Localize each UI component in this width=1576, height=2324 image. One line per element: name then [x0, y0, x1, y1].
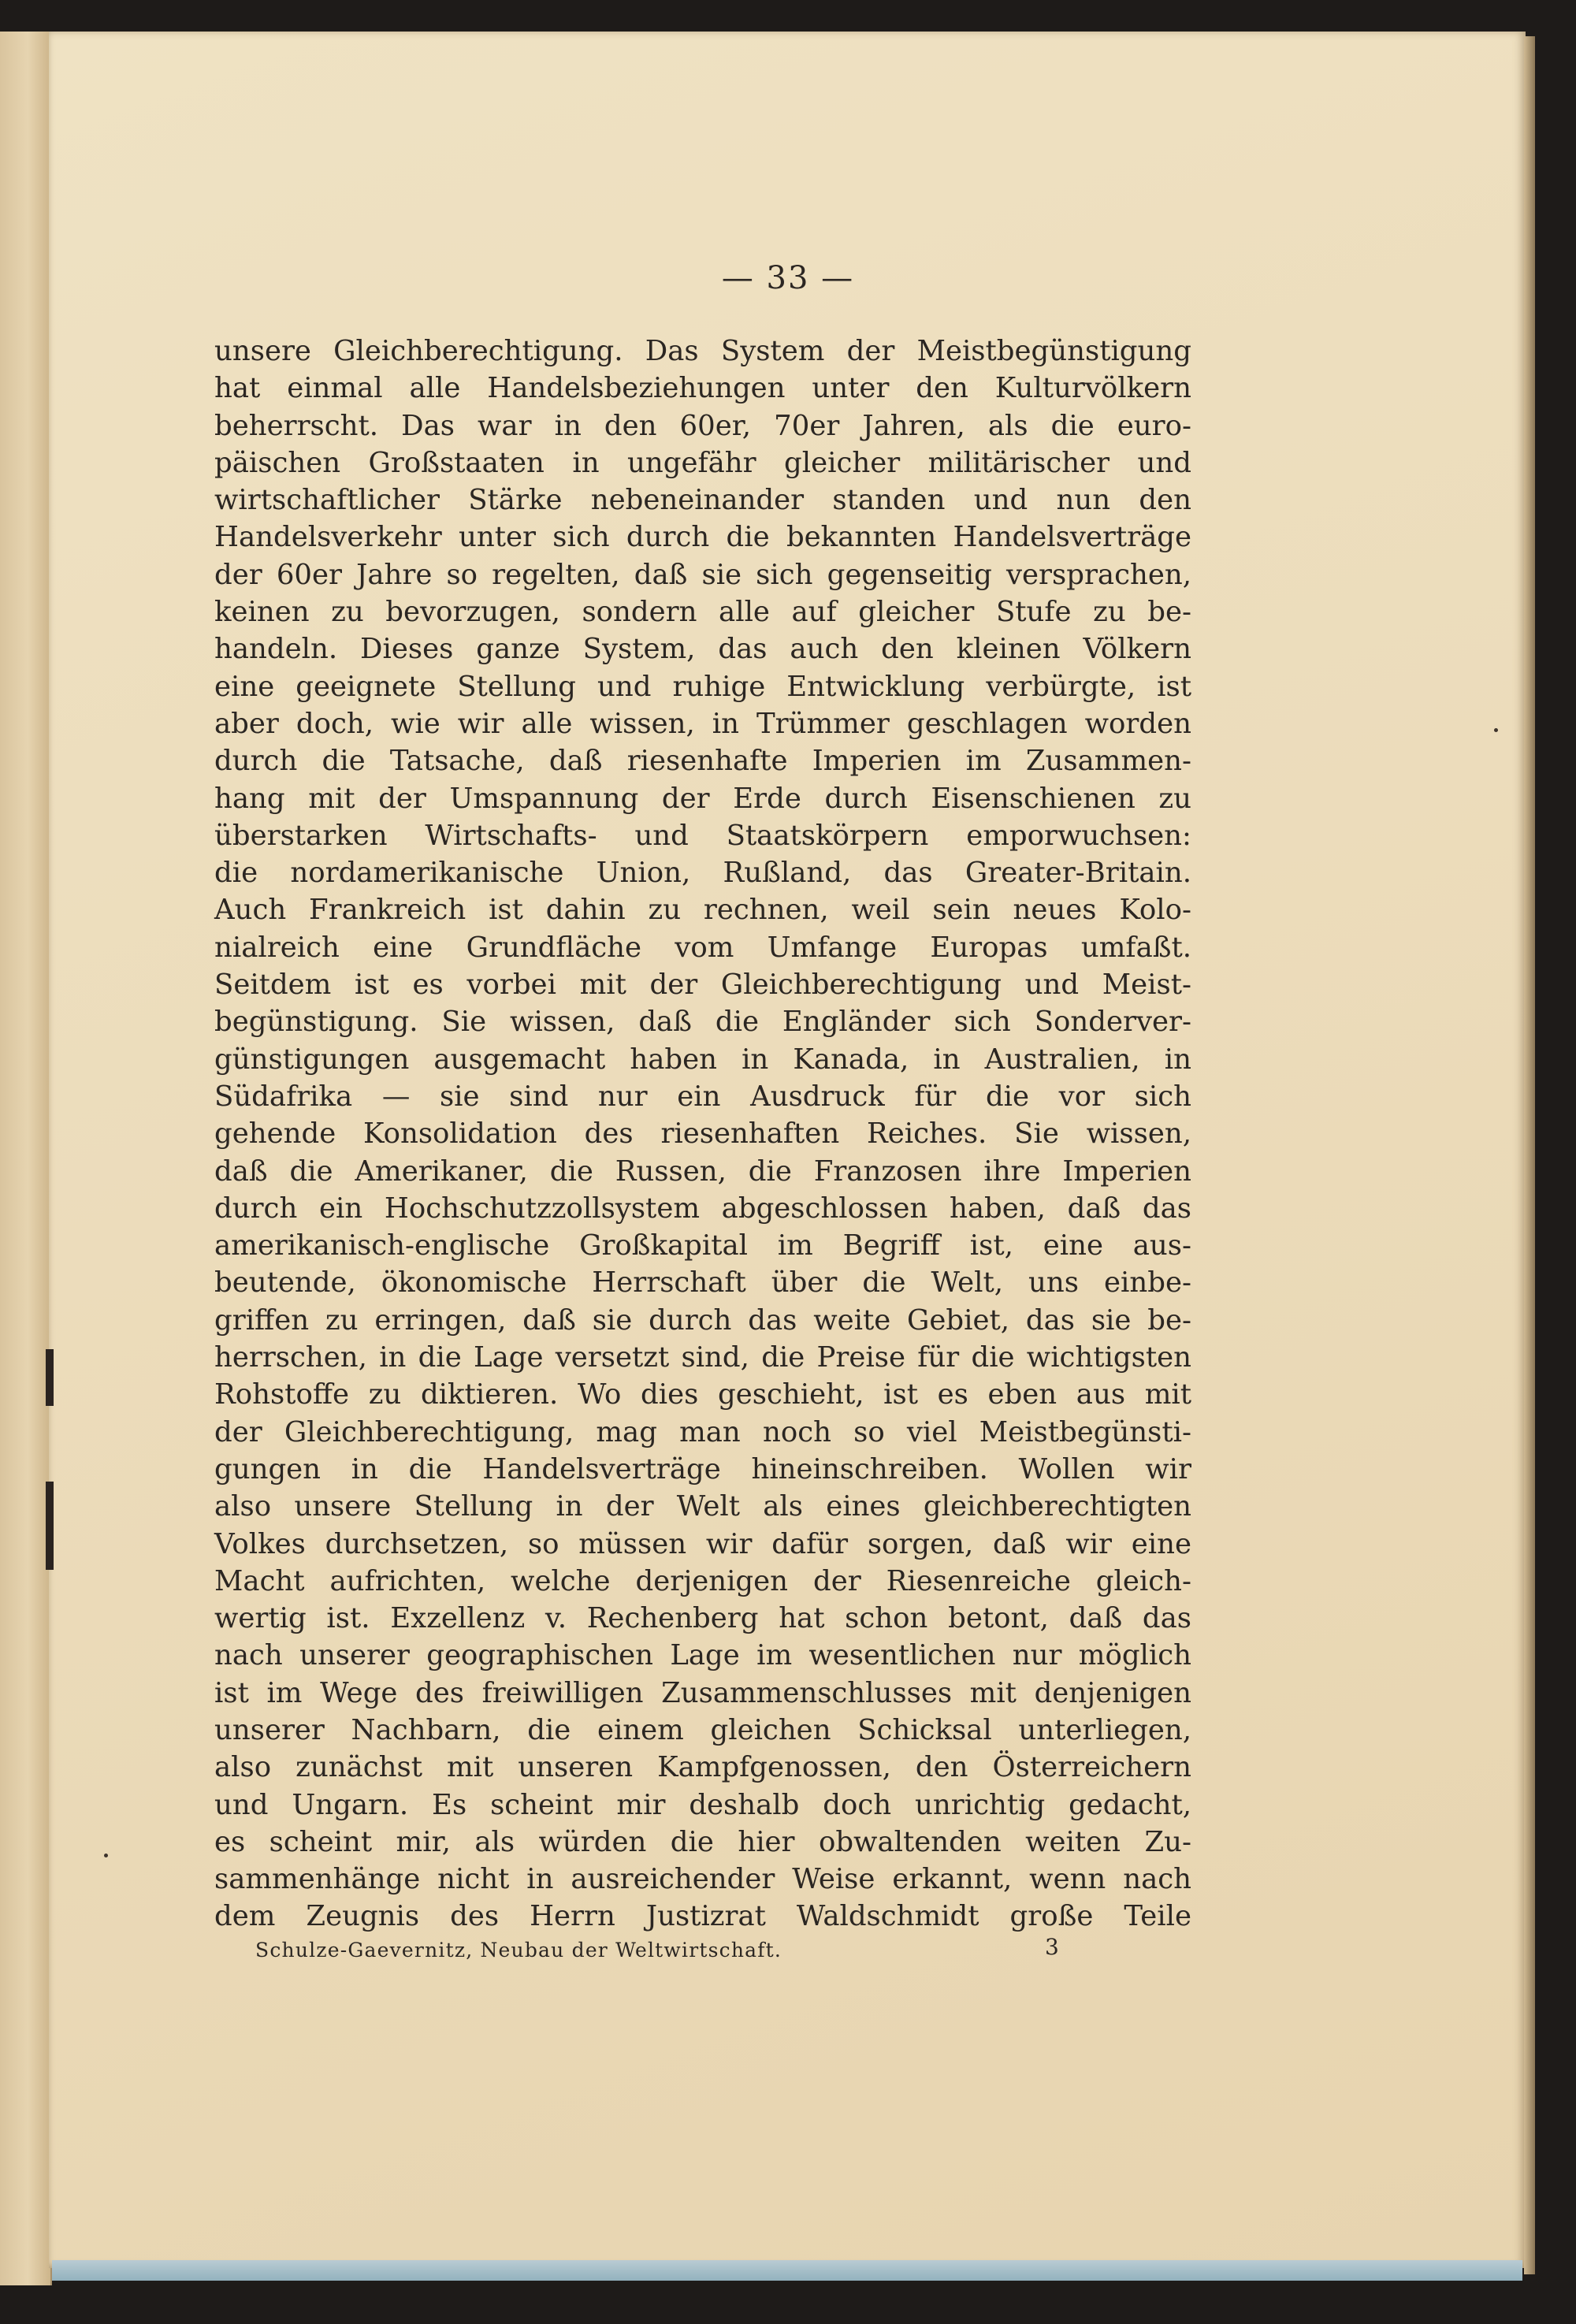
text-line: dem Zeugnis des Herrn Justizrat Waldschmidt große Teile	[214, 1900, 1191, 1933]
dust-speck	[1494, 728, 1498, 732]
facing-page-edge	[0, 32, 52, 2285]
text-line: günstigungen ausgemacht haben in Kanada, in Australien, in	[214, 1043, 1191, 1076]
text-line: Macht aufrichten, welche derjenigen der Riesenreiche gleich-	[214, 1564, 1191, 1597]
text-line: griffen zu erringen, daß sie durch das weite Gebiet, das sie be-	[214, 1303, 1191, 1337]
text-line: sammenhänge nicht in ausreichender Weise erkannt, wenn nach	[214, 1863, 1191, 1896]
text-line: Seitdem ist es vorbei mit der Gleichberechtigung und Meist-	[214, 969, 1191, 1002]
footer-signature: Schulze-Gaevernitz, Neubau der Weltwirtschaft.	[255, 1939, 782, 1961]
text-line: handeln. Dieses ganze System, das auch den kleinen Völkern	[214, 633, 1191, 666]
text-line: herrschen, in die Lage versetzt sind, die Preise für die wichtigsten	[214, 1341, 1191, 1374]
page-footer	[214, 1932, 1191, 1967]
page-right-edge	[1524, 36, 1535, 2274]
text-line: keinen zu bevorzugen, sondern alle auf gleicher Stufe zu be-	[214, 596, 1191, 629]
dust-speck	[104, 1854, 108, 1857]
text-line: nach unserer geographischen Lage im wesentlichen nur möglich	[214, 1639, 1191, 1672]
sheet-number: 3	[1045, 1934, 1059, 1960]
text-line: daß die Amerikaner, die Russen, die Franzosen ihre Imperien	[214, 1155, 1191, 1188]
text-line: es scheint mir, als würden die hier obwaltenden weiten Zu-	[214, 1825, 1191, 1858]
text-line: gehende Konsolidation des riesenhaften Reiches. Sie wissen,	[214, 1117, 1191, 1151]
binding-mark	[46, 1482, 54, 1570]
page-number: — 33 —	[721, 260, 855, 296]
text-line: die nordamerikanische Union, Rußland, das Greater-Britain.	[214, 857, 1191, 890]
text-line: unserer Nachbarn, die einem gleichen Schicksal unterliegen,	[214, 1713, 1191, 1746]
text-line: unsere Gleichberechtigung. Das System der Meistbegünstigung	[214, 335, 1191, 367]
text-line: also unsere Stellung in der Welt als eines gleichberechtigten	[214, 1490, 1191, 1523]
binding-mark	[46, 1349, 54, 1406]
text-line: beherrscht. Das war in den 60er, 70er Jahren, als die euro-	[214, 409, 1191, 442]
text-line: päischen Großstaaten in ungefähr gleicher militärischer und	[214, 446, 1191, 479]
text-line: ist im Wege des freiwilligen Zusammenschlusses mit denjenigen	[214, 1676, 1191, 1709]
text-line: durch ein Hochschutzzollsystem abgeschlossen haben, daß das	[214, 1192, 1191, 1225]
text-line: wirtschaftlicher Stärke nebeneinander standen und nun den	[214, 484, 1191, 517]
text-line: Volkes durchsetzen, so müssen wir dafür sorgen, daß wir eine	[214, 1527, 1191, 1560]
text-line: hat einmal alle Handelsbeziehungen unter den Kulturvölkern	[214, 372, 1191, 405]
text-line: eine geeignete Stellung und ruhige Entwicklung verbürgte, ist	[214, 670, 1191, 703]
body-text	[214, 333, 1191, 1935]
text-line: Auch Frankreich ist dahin zu rechnen, weil sein neues Kolo-	[214, 894, 1191, 927]
text-line: amerikanisch-englische Großkapital im Begriff ist, eine aus-	[214, 1229, 1191, 1262]
text-line: gungen in die Handelsverträge hineinschreiben. Wollen wir	[214, 1452, 1191, 1486]
text-line: also zunächst mit unseren Kampfgenossen, den Österreichern	[214, 1751, 1191, 1784]
text-line: nialreich eine Grundfläche vom Umfange Europas umfaßt.	[214, 931, 1191, 964]
text-line: aber doch, wie wir alle wissen, in Trümmer geschlagen worden	[214, 707, 1191, 740]
text-line: hang mit der Umspannung der Erde durch Eisenschienen zu	[214, 782, 1191, 815]
text-line: Rohstoffe zu diktieren. Wo dies geschieht, ist es eben aus mit	[214, 1378, 1191, 1411]
text-line: und Ungarn. Es scheint mir deshalb doch unrichtig gedacht,	[214, 1788, 1191, 1821]
page-bottom-edge	[52, 2260, 1522, 2281]
text-line: der 60er Jahre so regelten, daß sie sich gegenseitig versprachen,	[214, 558, 1191, 591]
text-line: überstarken Wirtschafts- und Staatskörpern emporwuchsen:	[214, 819, 1191, 852]
text-line: wertig ist. Exzellenz v. Rechenberg hat schon betont, daß das	[214, 1602, 1191, 1635]
text-line: Südafrika — sie sind nur ein Ausdruck für die vor sich	[214, 1080, 1191, 1113]
text-line: beutende, ökonomische Herrschaft über die Welt, uns einbe-	[214, 1266, 1191, 1300]
text-line: der Gleichberechtigung, mag man noch so viel Meistbegünsti-	[214, 1415, 1191, 1448]
text-line: begünstigung. Sie wissen, daß die Engländer sich Sonderver-	[214, 1006, 1191, 1039]
text-line: Handelsverkehr unter sich durch die bekannten Handelsverträge	[214, 521, 1191, 554]
text-line: durch die Tatsache, daß riesenhafte Imperien im Zusammen-	[214, 745, 1191, 778]
